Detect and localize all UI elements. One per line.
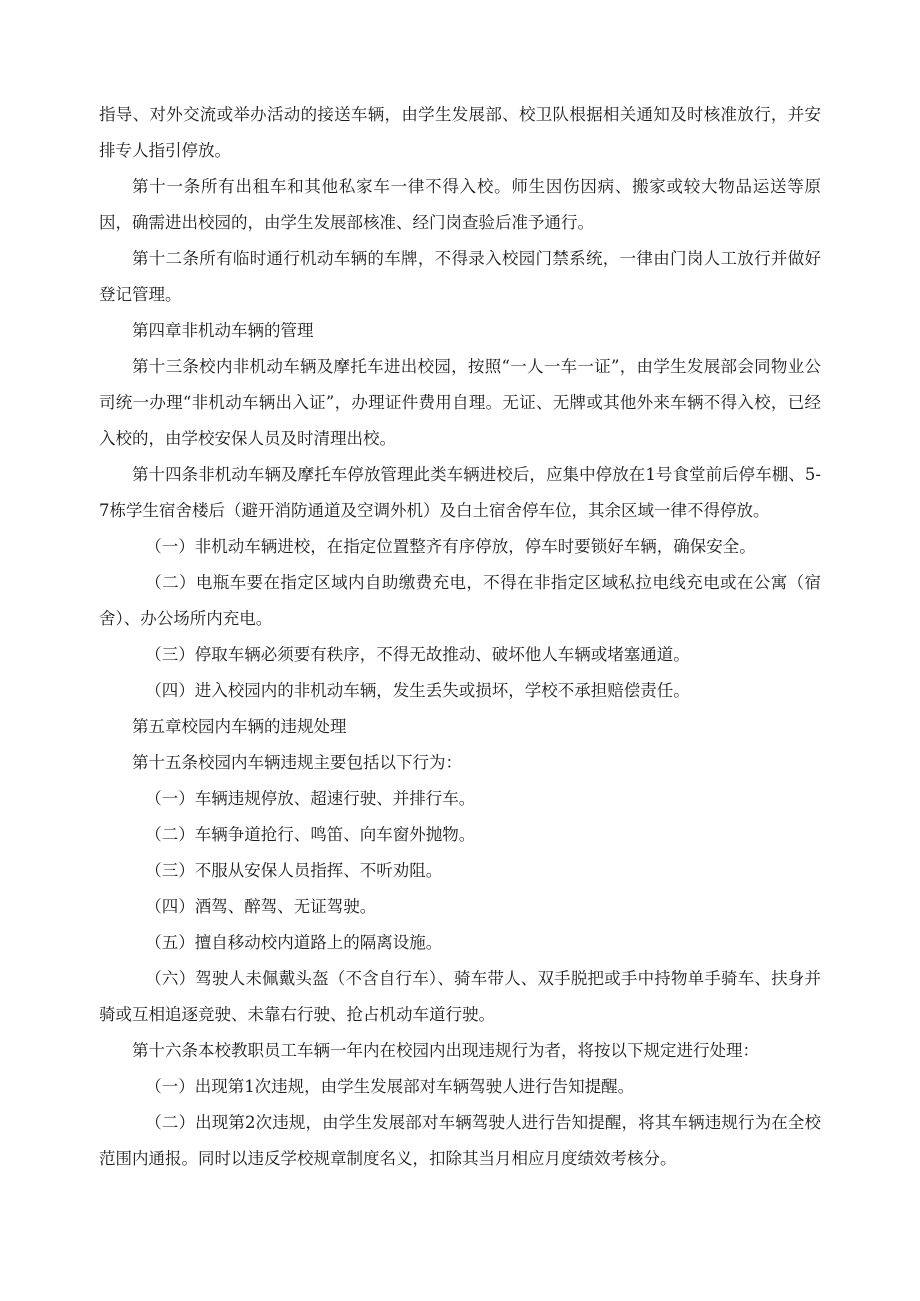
paragraph-article-15-item-1: （一）车辆违规停放、超速行驶、并排行车。 [145,789,476,808]
paragraph-article-14-item-4: （四）进入校园内的非机动车辆，发生丢失或损坏，学校不承担赔偿责任。 [145,681,690,700]
paragraph-article-15-item-3: （三）不服从安保人员指挥、不听劝阻。 [145,861,443,880]
document-page [99,97,821,1177]
paragraph-article-16-item-1: （一）出现第1次违规，由学生发展部对车辆驾驶人进行告知提醒。 [145,1077,635,1096]
paragraph-article-16-item-2: （二）出现第2次违规，由学生发展部对车辆驾驶人进行告知提醒，将其车辆违规行为在全校范围内通报。同时以违反学校规章制度名义，扣除其当月相应月度绩效考核分。 [99,1113,821,1168]
paragraph-article-14: 第十四条非机动车辆及摩托车停放管理此类车辆进校后，应集中停放在1号食堂前后停车棚、5-7栋学生宿舍楼后（避开消防通道及空调外机）及白土宿舍停车位，其余区域一律不得停放。 [99,465,821,520]
paragraph-article-15-item-2: （二）车辆争道抢行、鸣笛、向车窗外抛物。 [145,825,476,844]
paragraph-vehicle-reception: 指导、对外交流或举办活动的接送车辆，由学生发展部、校卫队根据相关通知及时核准放行，并安排专人指引停放。 [99,105,821,160]
paragraph-article-11: 第十一条所有出租车和其他私家车一律不得入校。师生因伤因病、搬家或较大物品运送等原因，确需进出校园的，由学生发展部核准、经门岗查验后准予通行。 [99,177,821,232]
paragraph-article-16: 第十六条本校教职员工车辆一年内在校园内出现违规行为者，将按以下规定进行处理： [132,1041,759,1060]
paragraph-article-14-item-1: （一）非机动车辆进校，在指定位置整齐有序停放，停车时要锁好车辆，确保安全。 [145,537,756,556]
paragraph-article-15-item-6: （六）驾驶人未佩戴头盔（不含自行车）、骑车带人、双手脱把或手中持物单手骑车、扶身并骑或互相追逐竞驶、未靠右行驶、抢占机动车道行驶。 [99,969,821,1024]
chapter-4-heading: 第四章非机动车辆的管理 [132,321,314,340]
paragraph-article-15-item-5: （五）擅自移动校内道路上的隔离设施。 [145,933,443,952]
paragraph-article-14-item-3: （三）停取车辆必须要有秩序，不得无故推动、破坏他人车辆或堵塞通道。 [145,645,690,664]
paragraph-article-13: 第十三条校内非机动车辆及摩托车进出校园，按照“一人一车一证”，由学生发展部会同物业公司统一办理“非机动车辆出入证”，办理证件费用自理。无证、无牌或其他外来车辆不得入校，已经入校的，由学校安保人员及时清理出校。 [99,357,821,448]
paragraph-article-12: 第十二条所有临时通行机动车辆的车牌，不得录入校园门禁系统，一律由门岗人工放行并做好登记管理。 [99,249,821,304]
paragraph-article-15-item-4: （四）酒驾、醉驾、无证驾驶。 [145,897,377,916]
paragraph-article-14-item-2: （二）电瓶车要在指定区域内自助缴费充电，不得在非指定区域私拉电线充电或在公寓（宿舍）、办公场所内充电。 [99,573,821,628]
chapter-5-heading: 第五章校园内车辆的违规处理 [132,717,347,736]
paragraph-article-15: 第十五条校园内车辆违规主要包括以下行为： [132,753,462,772]
